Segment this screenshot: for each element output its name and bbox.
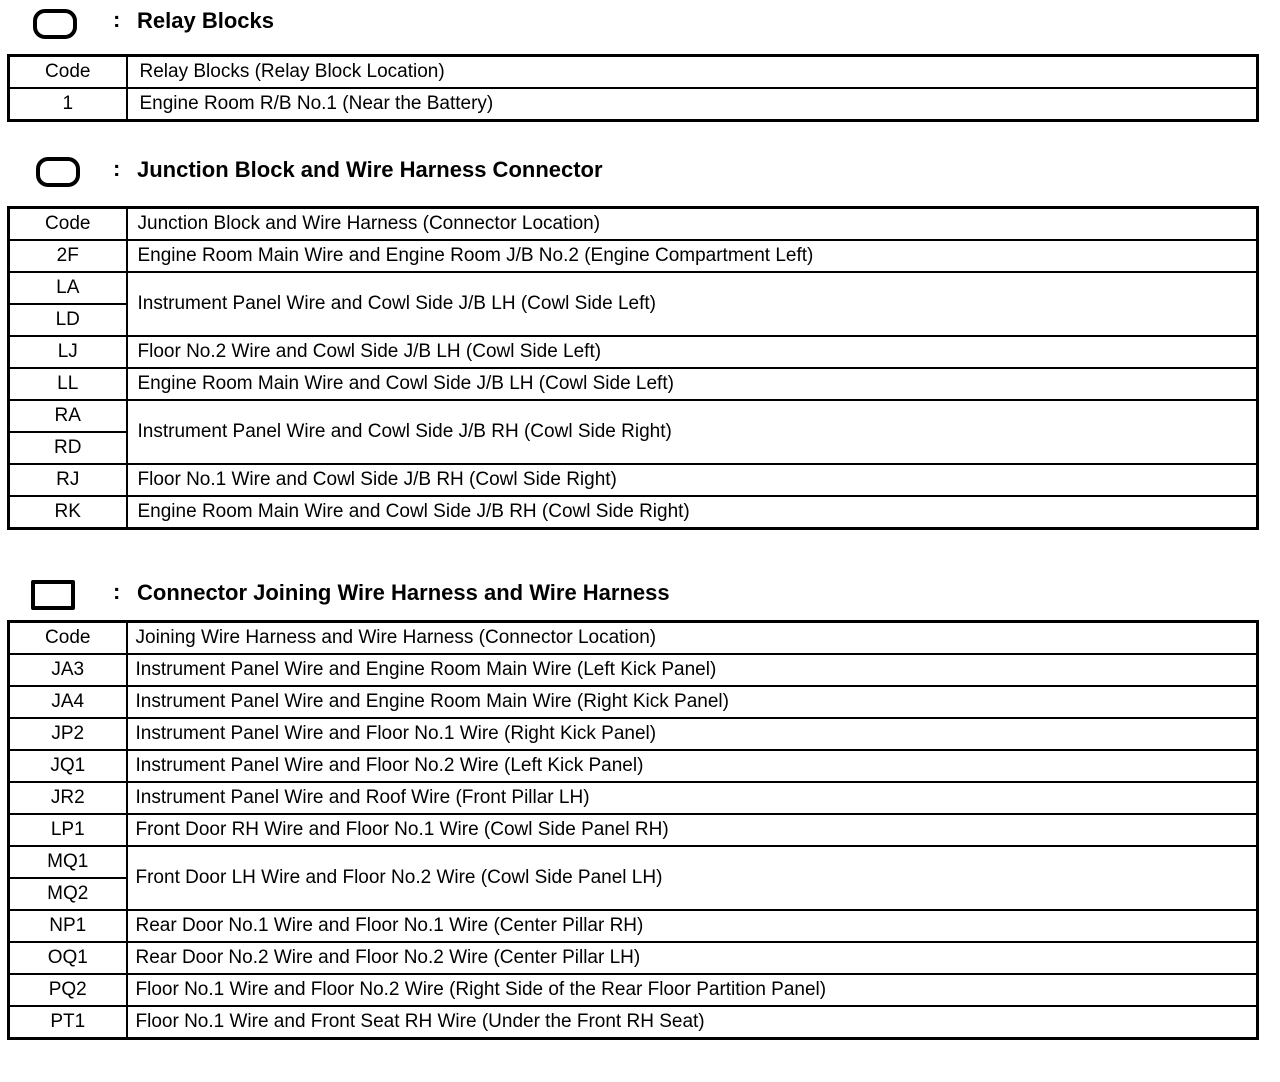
table-row [9,782,1258,814]
description-cell: Instrument Panel Wire and Floor No.2 Wire (Left Kick Panel) [127,750,1258,782]
table-row [9,400,1258,432]
code-cell: MQ2 [9,878,127,910]
code-cell: LJ [9,336,127,368]
section-relay-blocks-header [0,0,1280,40]
code-cell: PQ2 [9,974,127,1006]
code-cell: LA [9,272,127,304]
code-cell: MQ1 [9,846,127,878]
code-cell: OQ1 [9,942,127,974]
section-title: Junction Block and Wire Harness Connector [137,157,603,182]
table-row [9,272,1258,304]
table-row [9,974,1258,1006]
colon: : [113,579,121,604]
code-cell: LP1 [9,814,127,846]
code-cell: LD [9,304,127,336]
table-row [9,846,1258,878]
table-row [9,1006,1258,1039]
description-cell: Instrument Panel Wire and Cowl Side J/B RH (Cowl Side Right) [127,400,1258,464]
code-cell: LL [9,368,127,400]
description-header: Joining Wire Harness and Wire Harness (Connector Location) [127,622,1258,655]
code-cell: JR2 [9,782,127,814]
description-cell: Engine Room Main Wire and Cowl Side J/B RH (Cowl Side Right) [127,496,1258,529]
square-box-icon [31,580,75,610]
section-title: Relay Blocks [137,8,274,33]
code-cell: NP1 [9,910,127,942]
description-cell: Engine Room Main Wire and Engine Room J/B No.2 (Engine Compartment Left) [127,240,1258,272]
description-cell: Instrument Panel Wire and Engine Room Main Wire (Left Kick Panel) [127,654,1258,686]
description-cell: Instrument Panel Wire and Roof Wire (Front Pillar LH) [127,782,1258,814]
code-cell: JP2 [9,718,127,750]
table-row [9,910,1258,942]
colon: : [113,156,121,181]
table-header-row [9,56,1258,89]
code-cell: 2F [9,240,127,272]
code-header: Code [9,56,127,89]
description-header: Relay Blocks (Relay Block Location) [127,56,1258,89]
table-row [9,686,1258,718]
code-cell: RK [9,496,127,529]
description-cell: Floor No.1 Wire and Front Seat RH Wire (Under the Front RH Seat) [127,1006,1258,1039]
description-cell: Instrument Panel Wire and Cowl Side J/B LH (Cowl Side Left) [127,272,1258,336]
section-connector-joining-header [0,572,1280,612]
section-junction-block-header [0,150,1280,190]
table-header-row [9,622,1258,655]
table-header-row [9,208,1258,241]
code-cell: RD [9,432,127,464]
code-header: Code [9,208,127,241]
code-cell: JA3 [9,654,127,686]
description-header: Junction Block and Wire Harness (Connector Location) [127,208,1258,241]
relay-blocks-table [7,54,1259,122]
description-cell: Front Door RH Wire and Floor No.1 Wire (Cowl Side Panel RH) [127,814,1258,846]
code-cell: JA4 [9,686,127,718]
table-row [9,750,1258,782]
description-cell: Engine Room Main Wire and Cowl Side J/B LH (Cowl Side Left) [127,368,1258,400]
table-row [9,88,1258,121]
rounded-box-icon [36,157,80,187]
description-cell: Instrument Panel Wire and Floor No.1 Wire (Right Kick Panel) [127,718,1258,750]
table-row [9,654,1258,686]
code-cell: JQ1 [9,750,127,782]
rounded-box-icon [33,9,77,39]
table-row [9,464,1258,496]
table-row [9,240,1258,272]
description-cell: Instrument Panel Wire and Engine Room Main Wire (Right Kick Panel) [127,686,1258,718]
connector-joining-table [7,620,1259,1040]
table-row [9,814,1258,846]
table-row [9,496,1258,529]
junction-block-table [7,206,1259,530]
section-title: Connector Joining Wire Harness and Wire Harness [137,580,670,605]
code-header: Code [9,622,127,655]
table-row [9,336,1258,368]
description-cell: Front Door LH Wire and Floor No.2 Wire (Cowl Side Panel LH) [127,846,1258,910]
description-cell: Floor No.1 Wire and Cowl Side J/B RH (Cowl Side Right) [127,464,1258,496]
code-cell: RJ [9,464,127,496]
description-cell: Floor No.2 Wire and Cowl Side J/B LH (Cowl Side Left) [127,336,1258,368]
description-cell: Floor No.1 Wire and Floor No.2 Wire (Right Side of the Rear Floor Partition Panel) [127,974,1258,1006]
description-cell: Rear Door No.1 Wire and Floor No.1 Wire (Center Pillar RH) [127,910,1258,942]
description-cell: Rear Door No.2 Wire and Floor No.2 Wire (Center Pillar LH) [127,942,1258,974]
colon: : [113,7,121,32]
code-cell: RA [9,400,127,432]
table-row [9,942,1258,974]
table-row [9,718,1258,750]
description-cell: Engine Room R/B No.1 (Near the Battery) [127,88,1258,121]
table-row [9,368,1258,400]
code-cell: 1 [9,88,127,121]
code-cell: PT1 [9,1006,127,1039]
